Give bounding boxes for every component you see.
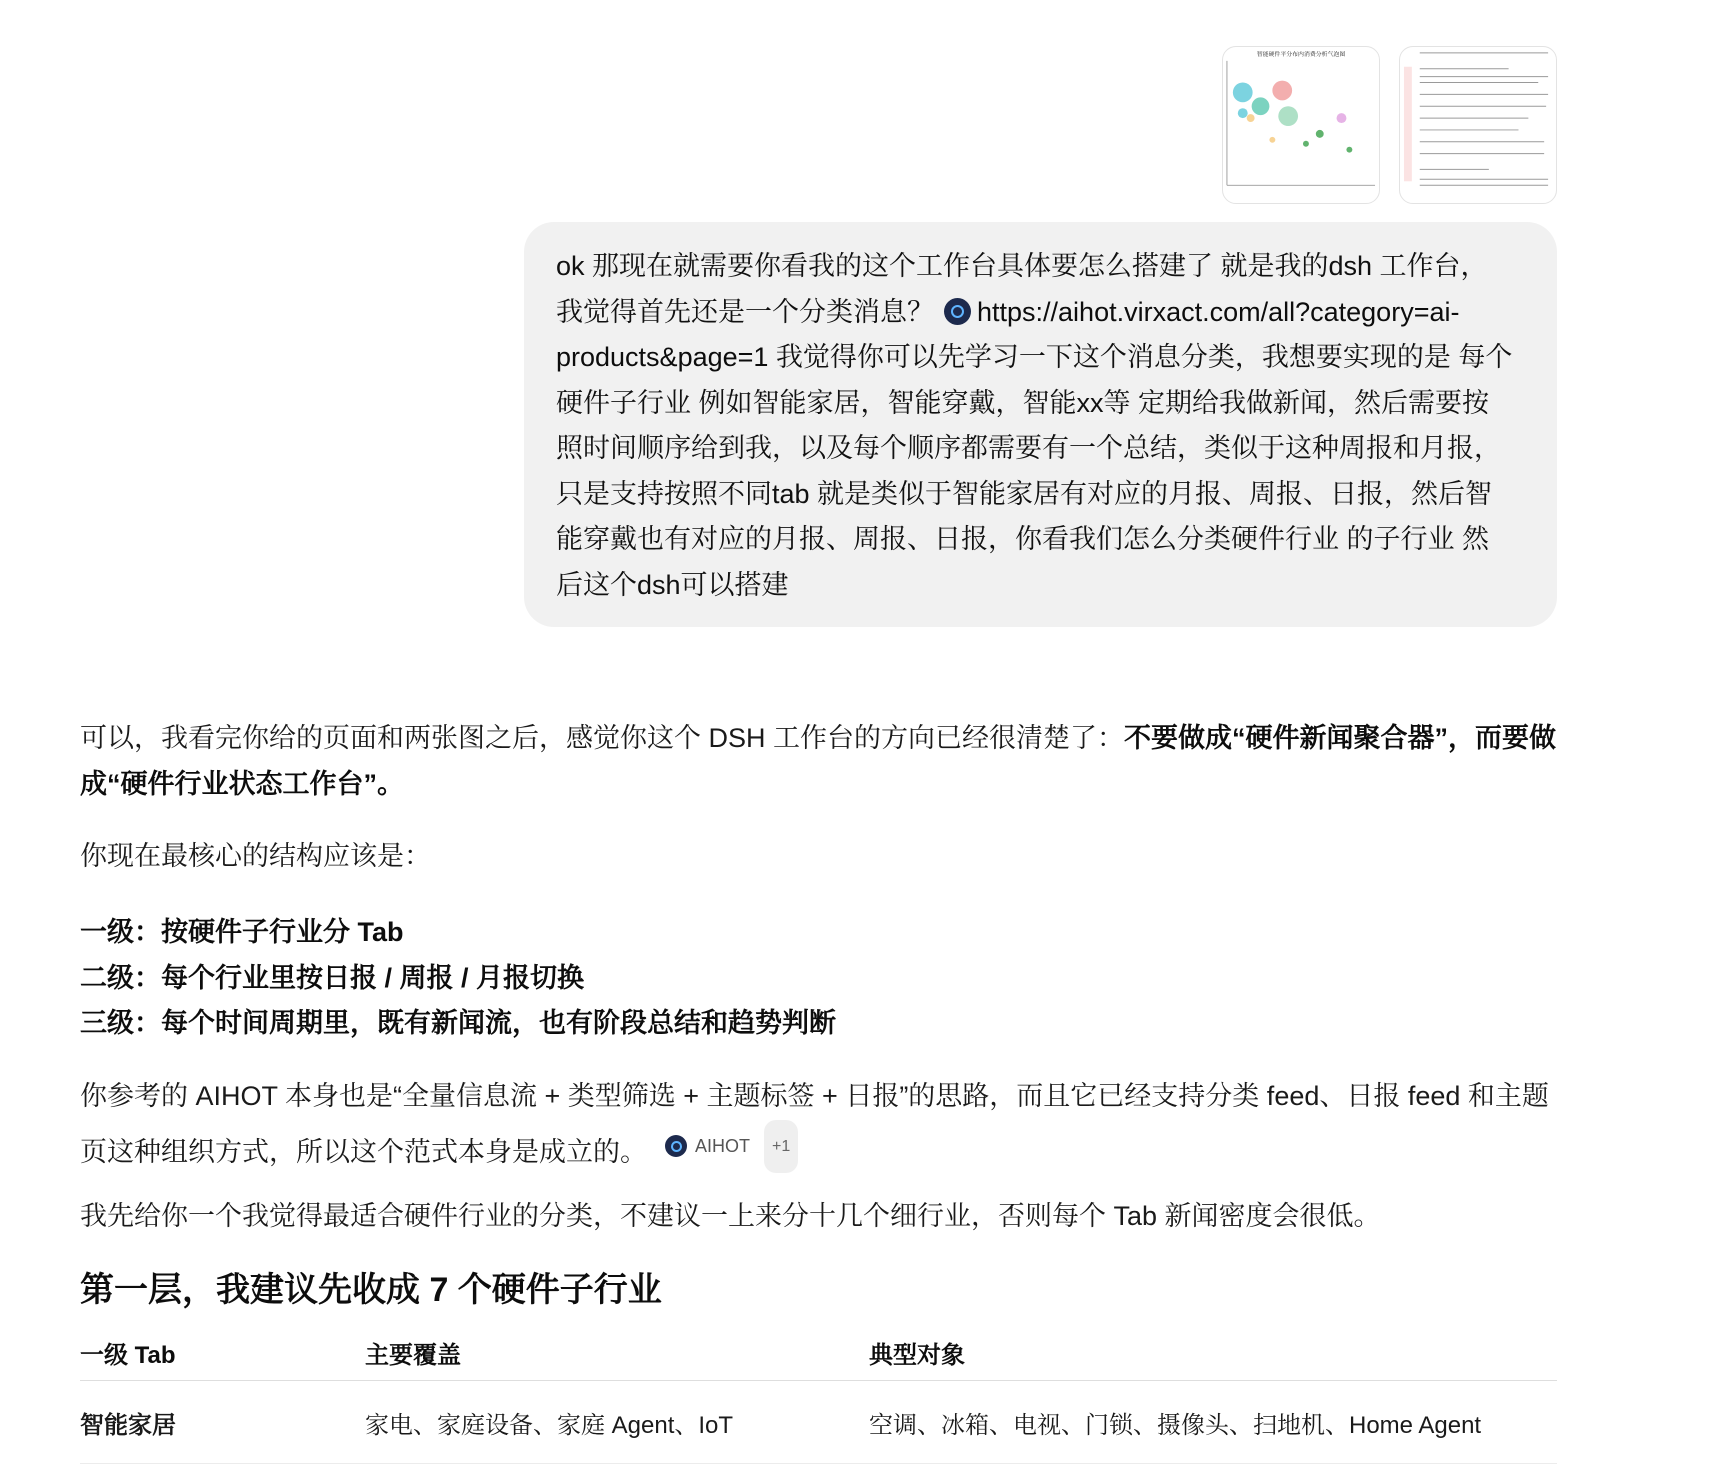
- table-header: 主要覆盖: [365, 1324, 869, 1381]
- assistant-paragraph-2: [80, 834, 1560, 880]
- aihot-source-icon: [665, 1135, 687, 1157]
- table-row: [80, 1381, 1557, 1464]
- table-header: 典型对象: [869, 1324, 1557, 1381]
- p1-bold: 不要做成“硬件新闻聚合器”，而要做成“硬件行业状态工作台”。: [80, 723, 1557, 799]
- table-header-row: [80, 1324, 1557, 1381]
- document-thumbnail: [1400, 47, 1556, 203]
- p3-text: 你参考的 AIHOT 本身也是“全量信息流 + 类型筛选 + 主题标签 + 日报”的思路，而且它已经支持分类 feed、日报 feed 和主题页这种组织方式，所以这个范式本身是成立的。: [80, 1081, 1549, 1167]
- attachment-thumbnail-document[interactable]: [1399, 46, 1557, 204]
- bubble-chart-thumbnail: [1223, 47, 1379, 203]
- source-chip-label: AIHOT: [695, 1135, 751, 1156]
- user-message-text-1: ok 那现在就需要你看我的这个工作台具体要怎么搭建了 就是我的dsh 工作台，我觉得首先还是一个分类消息？: [556, 251, 1488, 327]
- table-cell: 空调、冰箱、电视、门锁、摄像头、扫地机、Home Agent: [869, 1381, 1557, 1464]
- user-message-link[interactable]: https://aihot.virxact.com/all?category=ai-products&page=1: [556, 296, 1460, 372]
- level-3: 三级：每个时间周期里，既有新闻流，也有阶段总结和趋势判断: [80, 1008, 836, 1038]
- p4-text: 我先给你一个我觉得最适合硬件行业的分类，不建议一上来分十几个细行业，否则每个 Tab 新闻密度会很低。: [80, 1201, 1381, 1231]
- user-message-text-2: 我觉得你可以先学习一下这个消息分类，我想要实现的是 每个硬件子行业 例如智能家居，智能穿戴，智能xx等 定期给我做新闻，然后需要按照时间顺序给到我，以及每个顺序都需要有一个总结，类似于这种周报和月报，只是支持按照不同tab 就是类似于智能家居有对应的月报、周报、日报，然后智能穿戴也有对应的月报、周报、日报，你看我们怎么分类硬件行业 的子行业 然后这个dsh可以搭建: [556, 342, 1513, 600]
- assistant-paragraph-1: [80, 716, 1560, 807]
- assistant-paragraph-3: [80, 1074, 1560, 1175]
- level-2: 二级：每个行业里按日报 / 周报 / 月报切换: [80, 962, 585, 993]
- level-1: 一级：按硬件子行业分 Tab: [80, 917, 404, 947]
- attachment-thumbnail-chart[interactable]: [1222, 46, 1380, 204]
- subindustry-table: [80, 1324, 1557, 1464]
- table-cell: 家电、家庭设备、家庭 Agent、IoT: [365, 1381, 869, 1464]
- thumb-chart-title: 智能硬件平分布内消费分析气泡图: [1256, 51, 1346, 58]
- user-message-bubble: [524, 222, 1557, 627]
- source-chip[interactable]: [665, 1120, 798, 1174]
- p2-text: 你现在最核心的结构应该是：: [80, 841, 431, 871]
- table-cell: 智能家居: [80, 1381, 365, 1464]
- source-chip-more: +1: [764, 1120, 798, 1174]
- aihot-site-icon: [944, 298, 971, 325]
- table-header: 一级 Tab: [80, 1324, 365, 1381]
- p1-plain: 可以，我看完你给的页面和两张图之后，感觉你这个 DSH 工作台的方向已经很清楚了：: [80, 723, 1125, 753]
- section-heading: 第一层，我建议先收成 7 个硬件子行业: [80, 1271, 662, 1309]
- assistant-paragraph-4: [80, 1194, 1560, 1240]
- structure-levels: [80, 910, 1560, 1047]
